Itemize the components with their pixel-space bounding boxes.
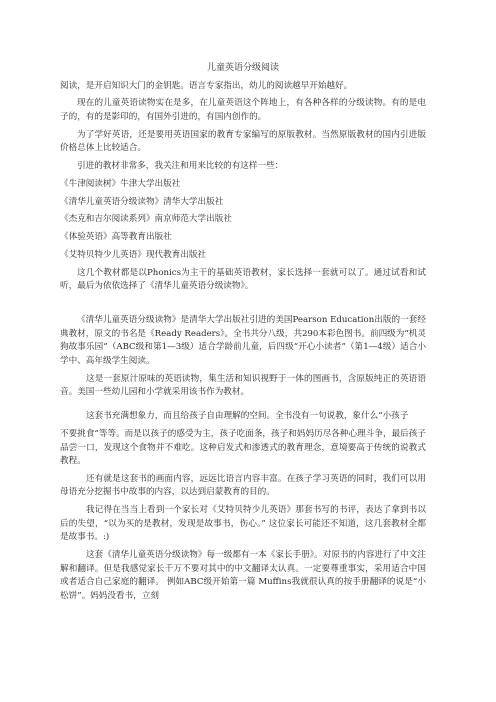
paragraph-3: 为了学好英语，还是要用英语国家的教育专家编写的原版教材。当然原版教材的国内引进版价格总体上比较适合。 [60,129,426,154]
book-item: 《艾特贝特少儿英语》现代教育出版社 [60,250,207,261]
paragraph-9: 还有就是这套书的画面内容，远远比语言内容丰富。在孩子学习英语的同时，我们可以用母语充分挖掘书中故事的内容，以达到启蒙教育的目的。 [60,473,426,498]
paragraph-8a: 这套书充满想象力，而且给孩子自由理解的空间。全书没有一句说教，象什么“小孩子 [86,411,409,422]
paragraph-8b: 不要挑食”等等。而是以孩子的感受为主，孩子吃面条，孩子和妈妈历尽各种心理斗争，最后孩子品尝一口，发现这个食物并不难吃。这种启发式和渗透式的教育理念，意境要高于传统的说教式教程。 [60,428,426,467]
book-item: 《清华儿童英语分级读物》清华大学出版社 [60,196,224,207]
book-item: 《体验英语》高等教育出版社 [60,232,172,243]
book-item: 《杰克和吉尔阅读系列》南京师范大学出版社 [60,214,232,225]
paragraph-11: 这套《清华儿童英语分级读物》每一级都有一本《家长手册》。对原书的内容进行了中文注解和翻译。但是我感觉家长千万不要对其中的中文翻译太认真。一定要尊重事实，采用适合中国或者适合自己家庭的翻译。 例如ABC级开始第一篇 Muffins我就很认真的按手册翻译的说是“小松饼”。妈妈没看书，立刻 [60,550,426,601]
paragraph-2: 现在的儿童英语读物实在是多，在儿童英语这个阵地上，有各种各样的分级读物。有的是电子的，有的是影印的，有国外引进的，有国内创作的。 [60,98,426,122]
document-title: 儿童英语分级阅读 [206,63,279,73]
paragraph-4: 引进的教材非常多，我关注和用来比较的有这样一些： [77,161,284,172]
book-item: 《牛津阅读树》牛津大学出版社 [60,178,181,189]
paragraph-6: 《清华儿童英语分级读物》是清华大学出版社引进的美国Pearson Education出版的一套经典教材，原文的书名是《Ready Readers》。全书共分八级，共290本彩色图书。前四级为“机灵狗故事乐园”（ABC级和第1—3级）适合学龄前儿童，后四级“开心小读者”（第1—4级）适合小学中、高年级学生阅读。 [60,315,426,366]
paragraph-gap [60,298,426,314]
paragraph-7: 这是一套原汁原味的英语读物，集生活和知识视野于一体的图画书，含原版纯正的英语语音。美国一些幼儿园和小学就采用该书作为教材。 [60,373,426,398]
paragraph-1: 阅读，是开启知识大门的金钥匙。语言专家指出，幼儿的阅读越早开始越好。 [60,80,353,91]
paragraph-10: 我记得在当当上看到一个家长对《艾特贝特少儿英语》那套书写的书评，表达了拿到书以后的失望，“以为买的是教材，发现是故事书，伤心。” 这位家长可能还不知道，这几套教材全都是故事书。:) [60,505,426,543]
paragraph-5: 这几个教材都是以Phonics为主干的基础英语教材，家长选择一套就可以了。通过试看和试听，最后为依依选择了《清华儿童英语分级读物》。 [60,267,426,292]
